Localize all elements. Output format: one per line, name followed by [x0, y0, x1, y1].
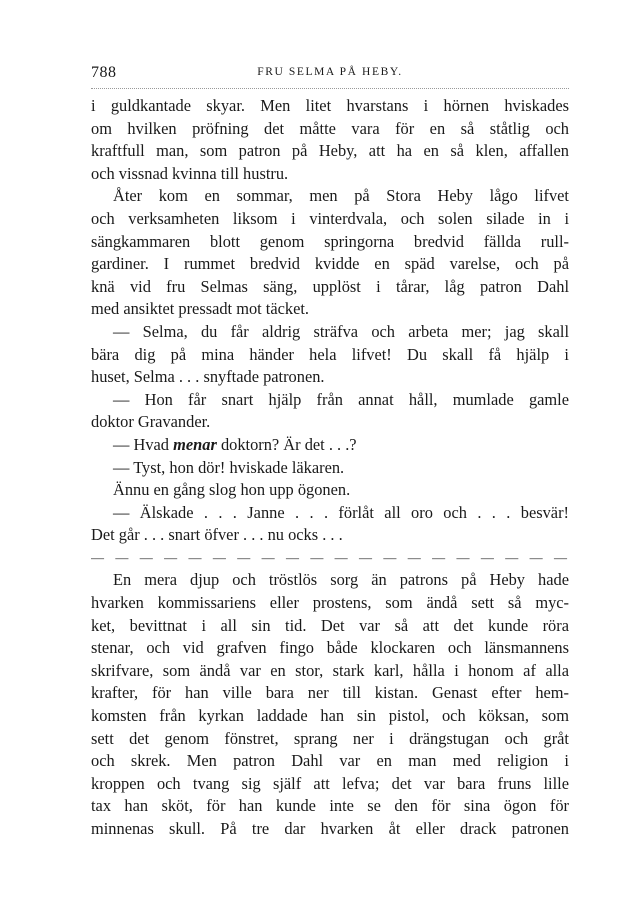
text-line: skrifvare, som ändå var en stor, stark karl, hålla i honom af alla [91, 660, 569, 680]
section-separator: — — — — — — — — — — — — — — — — — — — — [91, 549, 569, 565]
running-head: FRU SELMA PÅ HEBY. [257, 66, 403, 78]
text-fragment: — Hvad [113, 434, 169, 454]
text-line: kraftfull man, som patron på Heby, att ha en så klen, affallen [91, 141, 569, 161]
text-line: — Selma, du får aldrig sträfva och arbeta mer; jag skall [113, 321, 569, 341]
text-line: om hvilken pröfning det måtte vara för en så ståtlig och [91, 118, 569, 138]
text-line: stenar, och vid grafven fingo både klockaren och länsmannens [91, 638, 569, 658]
text-line: Åter kom en sommar, men på Stora Heby lågo lifvet [113, 186, 569, 206]
text-line: och skrek. Men patron Dahl var en man med religion i [91, 751, 569, 771]
page-number: 788 [91, 64, 117, 81]
text-line: Det går . . . snart öfver . . . nu ocks . . . [91, 525, 343, 545]
text-line: bära dig på mina händer hela lifvet! Du skall få hjälp i [91, 344, 569, 364]
text-line: doktor Gravander. [91, 412, 211, 432]
text-line: knä vid fru Selmas säng, upplöst i tårar, låg patron Dahl [91, 276, 569, 296]
text-line: kroppen och tvang sig själf att lefva; det var bara fruns lille [91, 773, 569, 793]
text-line: Ännu en gång slog hon upp ögonen. [113, 480, 351, 500]
text-fragment: doktorn? Är det . . .? [220, 434, 357, 454]
text-line: — Älskade . . . Janne . . . förlåt all oro och . . . besvär! [113, 502, 569, 522]
text-line: och vissnad kvinna till hustru. [91, 163, 289, 183]
text-line: minnenas skull. På tre dar hvarken åt eller drack patronen [91, 819, 569, 838]
text-line: — Hon får snart hjälp från annat håll, mumlade gamle [113, 389, 569, 409]
text-line: med ansiktet pressadt mot täcket. [91, 299, 310, 319]
text-line: hvarken kommissariens eller prostens, som ändå sett så myc- [91, 593, 569, 613]
text-line: sett det genom fönstret, sprang ner i drängstugan och gråt [91, 728, 569, 748]
text-line [91, 434, 569, 457]
text-line: gardiner. I rummet bredvid kvidde en späd varelse, och på [91, 254, 569, 274]
text-line: krafter, för han ville bara ner till kistan. Genast efter hem- [91, 683, 569, 703]
text-line: sängkammaren blott genom springorna bredvid fällda rull- [91, 231, 569, 251]
text-line: i guldkantade skyar. Men litet hvarstans i hörnen hviskades [91, 96, 569, 115]
text-line: komsten från kyrkan laddade han sin pistol, och köksan, som [91, 706, 569, 726]
page-header [91, 62, 569, 88]
text-line: En mera djup och tröstlös sorg än patrons på Heby hade [113, 570, 569, 590]
text-line: och verksamheten liksom i vinterdvala, och solen silade in i [91, 208, 569, 228]
book-page [91, 62, 569, 841]
header-rule [91, 88, 569, 89]
text-line: huset, Selma . . . snyftade patronen. [91, 367, 325, 387]
text-line: tax han sköt, för han kunde inte se den för sina ögon för [91, 796, 569, 816]
text-line: ket, bevittnat i all sin tid. Det var så att det kunde röra [91, 615, 569, 635]
emphasis-word: menar [173, 434, 217, 454]
text-line: — Tyst, hon dör! hviskade läkaren. [113, 457, 345, 477]
body-text [91, 95, 569, 841]
